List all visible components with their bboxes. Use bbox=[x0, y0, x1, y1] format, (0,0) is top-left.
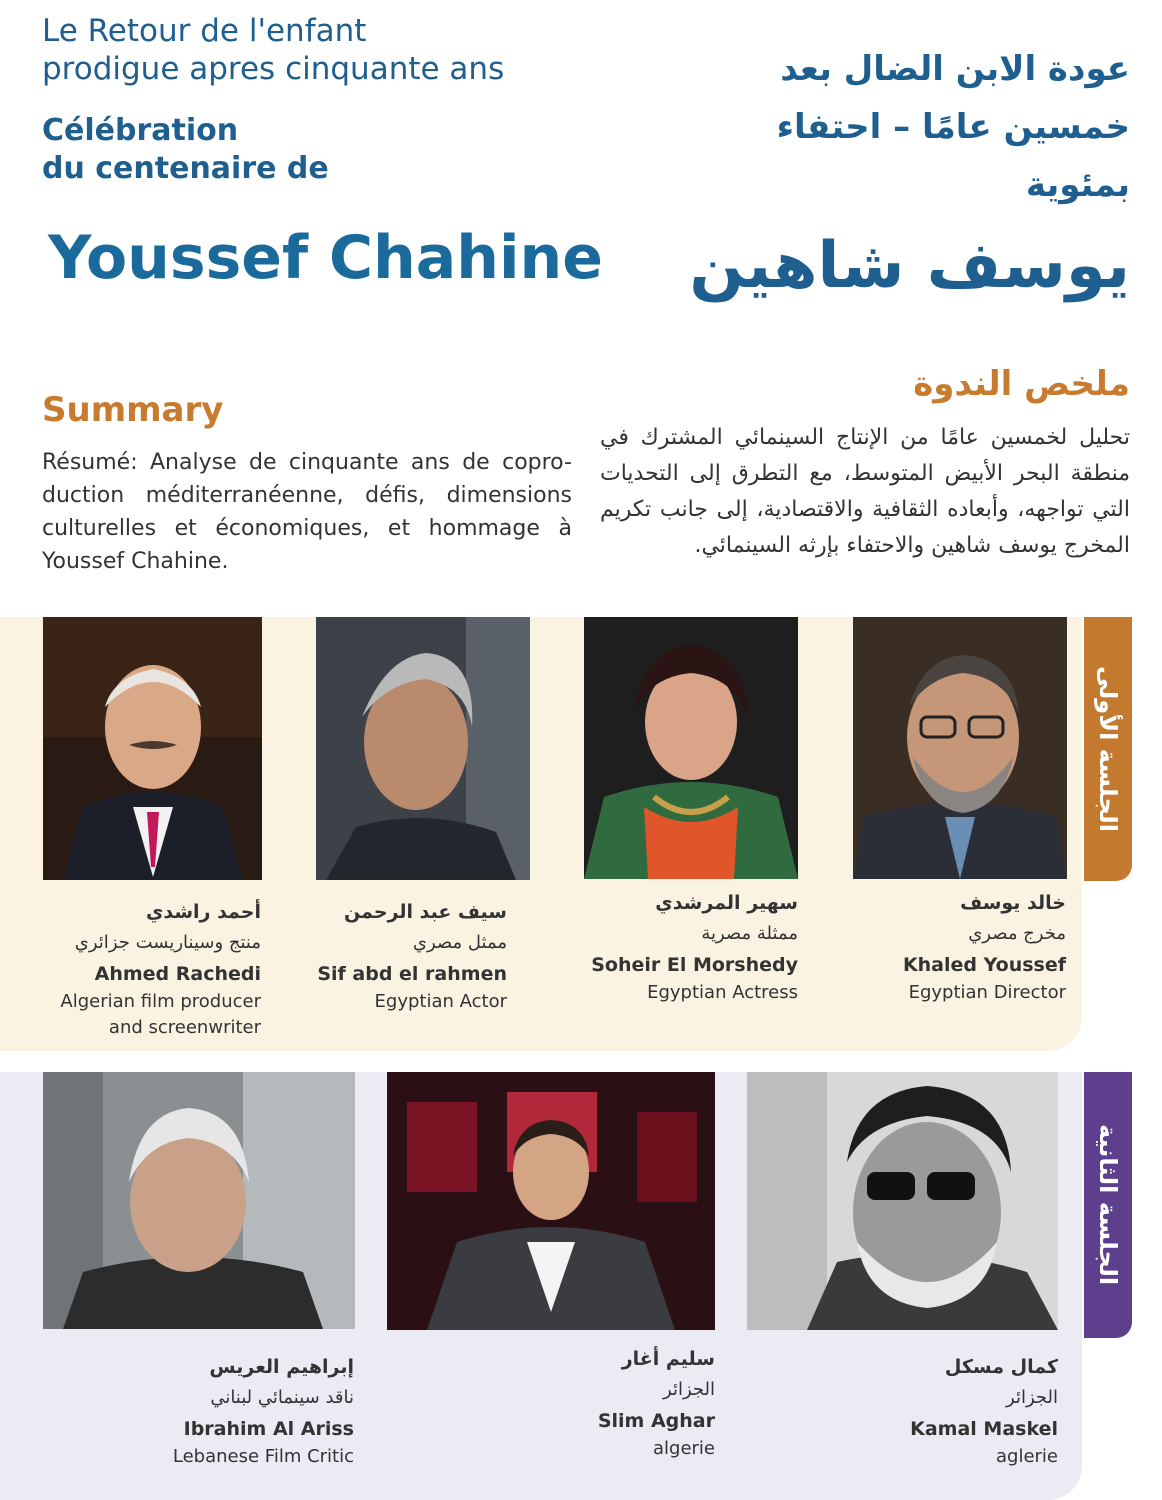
portrait-photo bbox=[584, 617, 798, 879]
arabic-summary-text: تحليل لخمسين عامًا من الإنتاج السينمائي المشترك في منطقة البحر الأبيض المتوسط، مع التطرق إلى التحديات التي تواجهه، وأبعاده الثقافية والاقتصادية، إلى جانب تكريم المخرج يوسف شاهين والاحتفاء بإرثه السينمائي. bbox=[600, 425, 1130, 558]
speaker-english-role-line-1: Lebanese Film Critic bbox=[172, 1446, 354, 1467]
portrait-photo bbox=[387, 1072, 715, 1330]
speaker-arabic-role: الجزائر bbox=[1006, 1387, 1058, 1408]
speaker-arabic-role: منتج وسيناريست جزائري bbox=[74, 932, 261, 953]
speaker-english-role-line-1: aglerie bbox=[995, 1446, 1058, 1467]
french-honoree-name: Youssef Chahine bbox=[48, 223, 603, 293]
summary-heading: Summary bbox=[42, 390, 224, 430]
arabic-title bbox=[710, 40, 1130, 214]
arabic-title-line-2: خمسين عامًا – احتفاء bbox=[776, 107, 1130, 147]
speaker-arabic-role: الجزائر bbox=[663, 1379, 715, 1400]
speaker-arabic-role: ناقد سينمائي لبناني bbox=[210, 1387, 354, 1408]
speaker-arabic-name: أحمد راشدي bbox=[145, 901, 261, 923]
speaker-english-role-line-1: Egyptian Actress bbox=[647, 982, 798, 1003]
portrait-photo bbox=[853, 617, 1067, 879]
portrait-photo bbox=[43, 617, 262, 880]
arabic-title-line-3: بمئوية bbox=[1025, 165, 1130, 205]
speaker-arabic-name: خالد يوسف bbox=[960, 892, 1066, 914]
french-title-line-1: Le Retour de l'enfant bbox=[42, 13, 367, 49]
speaker-english-name: Khaled Youssef bbox=[902, 954, 1066, 976]
speaker-english-name: Sif abd el rahmen bbox=[317, 963, 507, 985]
portrait-photo bbox=[316, 617, 530, 880]
speaker-english-name: Ahmed Rachedi bbox=[94, 963, 261, 985]
speaker-english-role-line-1: Algerian film producer bbox=[60, 991, 261, 1012]
speaker-english-role-line-1: algerie bbox=[652, 1438, 715, 1459]
session-1-tab bbox=[1084, 617, 1132, 881]
arabic-summary-heading: ملخص الندوة bbox=[913, 364, 1130, 404]
speaker-caption bbox=[846, 888, 1066, 1006]
speaker-english-name: Ibrahim Al Ariss bbox=[183, 1418, 354, 1440]
speaker-english-role-line-2: and screenwriter bbox=[108, 1017, 261, 1038]
speaker-english-name: Soheir El Morshedy bbox=[591, 954, 798, 976]
portrait-photo bbox=[747, 1072, 1058, 1330]
french-celebration bbox=[42, 112, 562, 188]
arabic-title-line-1: عودة الابن الضال بعد bbox=[780, 49, 1130, 89]
speaker-arabic-name: سيف عبد الرحمن bbox=[343, 901, 507, 923]
speaker-english-role-line-1: Egyptian Director bbox=[908, 982, 1066, 1003]
speaker-arabic-name: إبراهيم العريس bbox=[209, 1356, 354, 1378]
speaker-arabic-role: ممثلة مصرية bbox=[701, 923, 798, 944]
speaker-arabic-name: سليم أغار bbox=[621, 1348, 715, 1370]
french-title-line-2: prodigue apres cinquante ans bbox=[42, 51, 505, 87]
speaker-english-role-line-1: Egyptian Actor bbox=[374, 991, 507, 1012]
speaker-arabic-name: سهير المرشدي bbox=[655, 892, 798, 914]
french-celebration-line-1: Célébration bbox=[42, 113, 239, 148]
session-2-label: الجلسة الثانية bbox=[1094, 1124, 1122, 1286]
speaker-arabic-role: ممثل مصري bbox=[412, 932, 507, 953]
summary-text: Résumé: Analyse de cinquante ans de copro-duction méditerranéenne, défis, dimensions culturelles et économiques, et hommage à Youssef Chahine. bbox=[42, 450, 572, 574]
french-title bbox=[42, 12, 602, 88]
speaker-arabic-role: مخرج مصري bbox=[968, 923, 1066, 944]
speaker-caption bbox=[578, 888, 798, 1006]
speaker-caption bbox=[495, 1344, 715, 1462]
speaker-caption bbox=[287, 897, 507, 1015]
session-2-tab bbox=[1084, 1072, 1132, 1338]
portrait-photo bbox=[43, 1072, 355, 1329]
speaker-caption bbox=[838, 1352, 1058, 1470]
session-1-label: الجلسة الأولى bbox=[1094, 666, 1122, 832]
french-celebration-line-2: du centenaire de bbox=[42, 151, 329, 186]
speaker-english-name: Slim Aghar bbox=[597, 1410, 715, 1432]
speaker-caption bbox=[21, 897, 261, 1041]
speaker-caption bbox=[94, 1352, 354, 1470]
speaker-arabic-name: كمال مسكل bbox=[944, 1356, 1058, 1378]
arabic-honoree-name: يوسف شاهين bbox=[689, 229, 1130, 303]
speaker-english-name: Kamal Maskel bbox=[910, 1418, 1058, 1440]
